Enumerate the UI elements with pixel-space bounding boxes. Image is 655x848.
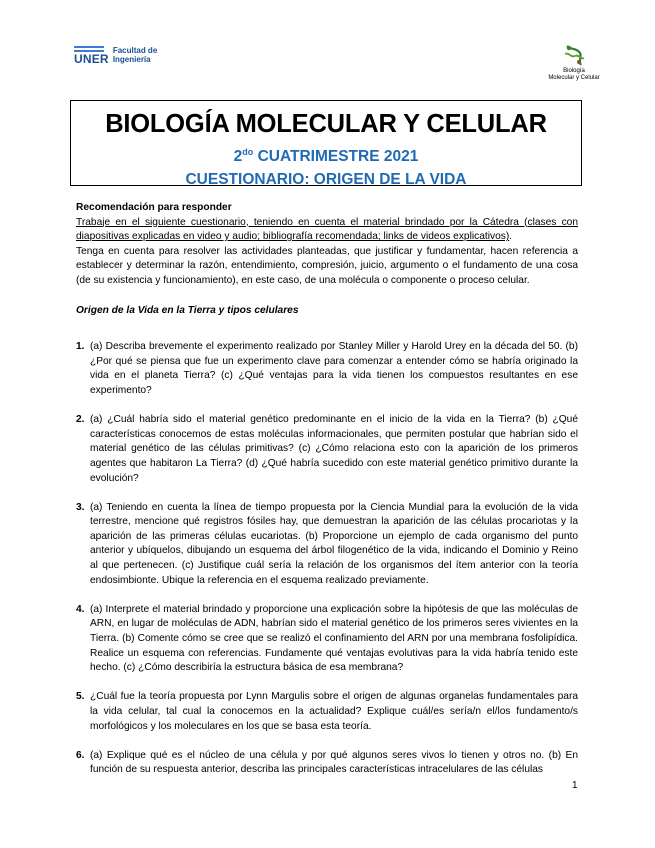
question-text: (a) ¿Cuál habría sido el material genético predominante en el inicio de la vida en la Tierra? (b) ¿Qué características conocemos de estas moléculas informacionales, que permiten postular que habrían sido el material genético de las células primitivas? (c) ¿Cómo relaciona esto con la aparición de los primeros agentes que habitaron La Tierra? (d) ¿Qué habría sucedido con este material genético primitivo durante la evolución? <box>90 414 578 484</box>
document-body <box>76 201 578 793</box>
recommendation-instructions <box>76 216 578 245</box>
biology-logo-line2: Molecular y Celular <box>548 74 600 81</box>
uner-brand: UNER <box>74 52 109 66</box>
question-number: 5. <box>76 691 85 703</box>
question-text: (a) Interprete el material brindado y proporcione una explicación sobre la hipótesis de que las moléculas de ARN, en lugar de moléculas de ADN, habrían sido el material genético de los primeros seres vivientes en la Tierra. (b) Comente cómo se cree que se realizó el confinamiento del ARN por una membrana fosfolipídica. Realice un esquema con referencias. Fundamente qué ventajas evolutivas para la vida habría tenido este hecho. (c) ¿Cómo describiría la estructura básica de esa membrana? <box>90 603 578 674</box>
uner-mark-icon <box>74 46 109 65</box>
question-number: 2. <box>76 414 85 426</box>
questionnaire-title: CUESTIONARIO: ORIGEN DE LA VIDA <box>185 171 467 188</box>
question-text: (a) Teniendo en cuenta la línea de tiempo propuesta por la Ciencia Mundial para la evolución de la vida terrestre, mencione qué registros fósiles hay, que demuestran la aparición de las células procariotas y la aparición de las primeras células eucariotas. (b) Proporcione un ejemplo de cada organismo del punto anterior y ubíquelos, dibujando un esquema del árbol filogenético de la vida, indicando el Dominio y Reino al que pertenecen. (c) Justifique cuál sería la relación de los organismos del ítem anterior con la teoría endosimbionte. Ubique la referencia en el esquema realizado previamente. <box>90 501 578 586</box>
recommendation-heading: Recomendación para responder <box>76 202 232 213</box>
question-text: (a) Explique qué es el núcleo de una célula y por qué algunos seres vivos lo tienen y otros no. (b) En función de su respuesta anterior, describa las principales características intracelulares de las células <box>90 749 578 776</box>
semester-superscript: do <box>242 147 254 157</box>
semester-rest: CUATRIMESTRE 2021 <box>253 148 419 165</box>
semester-line <box>71 143 581 166</box>
recommendation-underlined-text: Trabaje en el siguiente cuestionario, teniendo en cuenta el material brindado por la Cátedra (clases con diapositivas explicadas en video y audio; bibliografía recomendada; links de videos explicativos) <box>76 216 578 243</box>
uner-faculty-text <box>113 47 157 64</box>
course-title: BIOLOGÍA MOLECULAR Y CELULAR <box>105 110 547 138</box>
semester-ordinal: 2 <box>233 148 243 165</box>
question-item <box>76 749 578 778</box>
page-number: 1 <box>572 780 578 791</box>
title-box <box>70 100 582 186</box>
recommendation-underlined-end: . <box>509 231 513 243</box>
question-number: 3. <box>76 501 85 513</box>
question-item <box>76 603 578 676</box>
question-text: (a) Describa brevemente el experimento realizado por Stanley Miller y Harold Urey en la década del 50. (b) ¿Por qué se piensa que fue un experimento clave para comenzar a entender cómo se habría originado la vida en el planeta Tierra? (c) ¿Qué ventajas para la vida tienen los compuestos resultantes en ese experimento? <box>90 341 578 396</box>
question-list <box>76 340 578 778</box>
question-number: 4. <box>76 603 85 615</box>
recommendation-body: Tenga en cuenta para resolver las actividades planteadas, que justificar y fundamentar, hacen referencia a establecer y determinar la razón, entendimiento, compresión, juicio, argumento o el fundamento de una cosa (de su existencia y funcionamiento), en este caso, de una molécula o componente o proceso celular. <box>76 245 578 286</box>
biology-emblem-icon <box>561 42 587 68</box>
question-item <box>76 690 578 734</box>
question-item <box>76 501 578 589</box>
question-text: ¿Cuál fue la teoría propuesta por Lynn Margulis sobre el origen de algunas organelas fundamentales para la vida celular, tal cual la conocemos en la actualidad? Explique cuál/es sería/n el/los fundamento/s morfológicos y los moleculares en los que se basa esta teoría. <box>90 691 578 732</box>
section-title: Origen de la Vida en la Tierra y tipos celulares <box>76 304 299 316</box>
question-item <box>76 340 578 398</box>
question-number: 1. <box>76 341 85 353</box>
biology-logo <box>540 42 608 81</box>
uner-faculty-line2: Ingeniería <box>112 54 151 64</box>
uner-logo <box>74 46 157 65</box>
question-item <box>76 413 578 486</box>
uner-faculty-line1: Facultad de <box>112 46 158 55</box>
biology-logo-line1: Biología <box>563 68 585 74</box>
question-number: 6. <box>76 749 85 761</box>
